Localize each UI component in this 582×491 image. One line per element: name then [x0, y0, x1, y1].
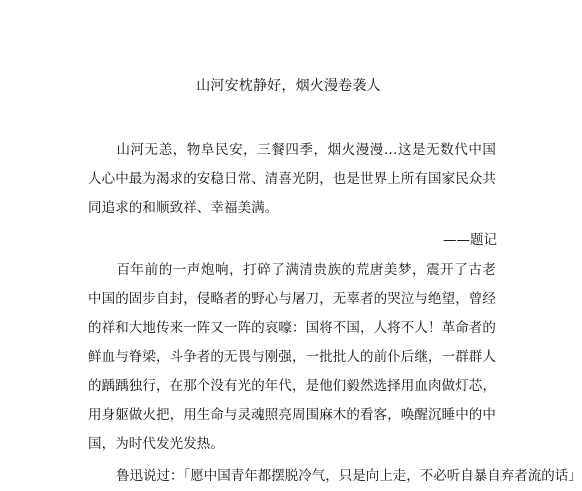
document-title: 山河安枕静好，烟火漫卷袭人: [196, 78, 381, 94]
paragraph-cutoff-text: 鲁迅说过：「愿中国青年都摆脱冷气，只是向上走，不必听自暴自弃者流的话」: [116, 468, 582, 484]
paragraph-history: [88, 256, 496, 459]
paragraph-history-text: 百年前的一声炮响，打碎了满清贵族的荒唐美梦，震开了古老中国的固步自封，侵略者的野心与屠刀，无辜者的哭泣与绝望，曾经的祥和大地传来一阵又一阵的哀嚎：国将不国，人将不人！革命者的鲜血与脊梁，斗争者的无畏与刚强，一批批人的前仆后继，一群群人的踽踽独行，在那个没有光的年代，是他们毅然选择用血肉做灯芯，用身躯做火把，用生命与灵魂照亮周围麻木的看客，唤醒沉睡中的中国，为时代发光发热。: [88, 262, 496, 452]
paragraph-intro-text: 山河无恙，物阜民安，三餐四季，烟火漫漫…这是无数代中国人心中最为渴求的安稳日常、清喜光阴，也是世界上所有国家民众共同追求的和顺致祥、幸福美满。: [88, 142, 496, 216]
paragraph-cutoff: [88, 462, 582, 484]
epigraph-signature: ——题记: [443, 232, 497, 248]
paragraph-intro: [88, 136, 496, 223]
